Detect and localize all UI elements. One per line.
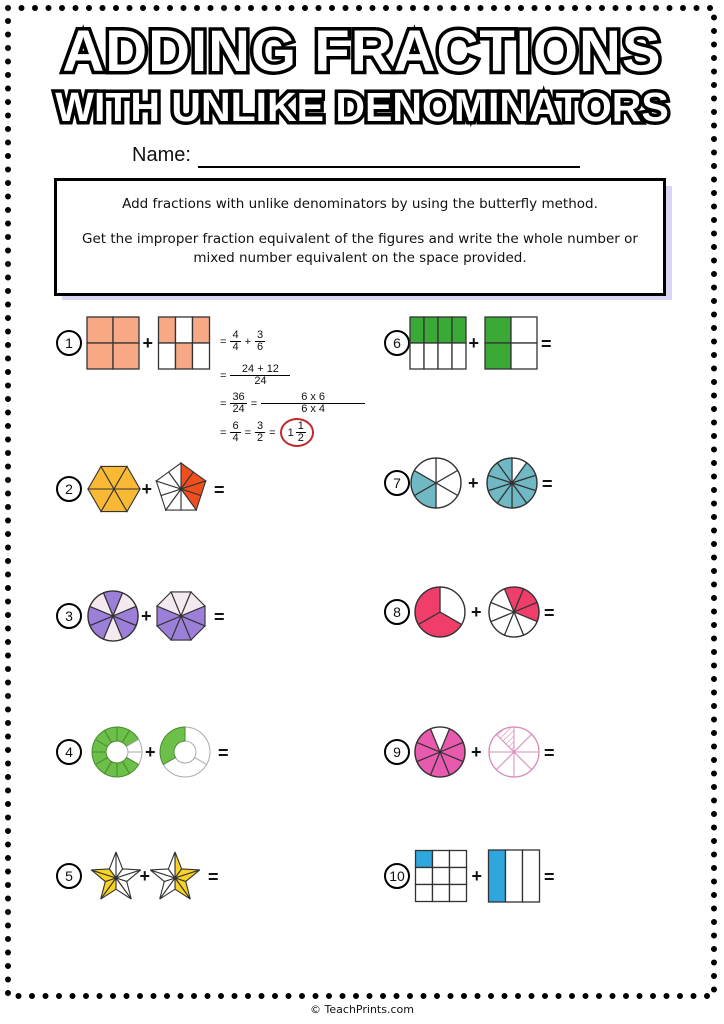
denominator: 24 xyxy=(254,375,267,387)
grid-figure xyxy=(489,850,540,902)
equals: = xyxy=(220,335,227,348)
pie-figure xyxy=(411,458,461,508)
problem-number: 2 xyxy=(56,476,82,502)
grid-cell xyxy=(410,317,424,343)
equals: = xyxy=(269,426,276,439)
grid-cell xyxy=(433,885,450,902)
equals-answer-space[interactable]: = xyxy=(214,480,225,500)
numerator: 6 x 6 xyxy=(261,392,365,404)
plus-sign: + xyxy=(468,333,480,353)
grid-cell xyxy=(433,868,450,885)
plus-sign: + xyxy=(139,866,151,886)
plus-sign: + xyxy=(141,606,152,626)
grid-cell xyxy=(433,851,450,868)
grid-cell xyxy=(450,868,467,885)
problem-number: 4 xyxy=(56,739,82,765)
denominator: 6 x 4 xyxy=(301,403,326,415)
problem-number: 5 xyxy=(56,863,82,889)
equals: = xyxy=(220,397,227,410)
pie-figure xyxy=(489,727,539,777)
fraction xyxy=(255,330,265,353)
problem-number: 7 xyxy=(384,470,410,496)
equals-answer-space[interactable]: = xyxy=(208,867,219,887)
grid-cell xyxy=(450,851,467,868)
instruction-box xyxy=(54,178,666,296)
grid-figure xyxy=(485,317,537,369)
denominator: 2 xyxy=(297,432,304,444)
grid-cell xyxy=(511,343,537,369)
denominator: 2 xyxy=(257,432,264,444)
denominator: 6 xyxy=(257,341,264,353)
plus-sign: + xyxy=(141,479,153,499)
grid-cell xyxy=(438,343,452,369)
problem-figures xyxy=(0,572,724,652)
name-label: Name: xyxy=(132,144,191,166)
equals-answer-space[interactable]: = xyxy=(214,607,225,627)
grid-figure xyxy=(416,851,467,902)
instruction-1: Add fractions with unlike denominators by using the butterfly method. xyxy=(122,196,598,212)
problem-number: 6 xyxy=(384,330,410,356)
denominator: 4 xyxy=(232,432,239,444)
problem-number: 9 xyxy=(384,739,410,765)
grid-cell xyxy=(424,343,438,369)
fraction xyxy=(230,392,246,415)
grid-cell xyxy=(424,317,438,343)
grid-cell xyxy=(485,317,511,343)
equals-answer-space[interactable]: = xyxy=(541,334,552,354)
fraction xyxy=(296,421,306,444)
problem-figures xyxy=(0,443,724,523)
denominator: 4 xyxy=(232,341,239,353)
grid-cell xyxy=(416,868,433,885)
grid-figure xyxy=(410,317,466,369)
problem-figures xyxy=(0,712,724,792)
grid-cell xyxy=(511,317,537,343)
numerator: 24 + 12 xyxy=(230,364,290,376)
grid-cell xyxy=(485,343,511,369)
plus-sign: + xyxy=(471,866,483,886)
grid-cell xyxy=(489,850,506,902)
problem-number: 8 xyxy=(384,599,410,625)
grid-cell xyxy=(416,885,433,902)
pie-figure xyxy=(415,587,465,637)
denominator: 24 xyxy=(232,403,245,415)
title-line-2: WITH UNLIKE DENOMINATORS xyxy=(55,84,669,130)
fraction xyxy=(230,330,240,353)
grid-cell xyxy=(410,343,424,369)
plus-sign: + xyxy=(471,742,482,762)
answer-circle xyxy=(280,418,314,447)
equals-answer-space[interactable]: = xyxy=(218,743,229,763)
equals: = xyxy=(220,426,227,439)
numerator: 1 xyxy=(297,420,304,432)
grid-cell xyxy=(450,885,467,902)
fraction xyxy=(230,364,290,387)
numerator: 3 xyxy=(257,329,264,341)
grid-cell xyxy=(523,850,540,902)
pie-figure xyxy=(415,727,465,777)
numerator: 4 xyxy=(232,329,239,341)
equals-answer-space[interactable]: = xyxy=(544,743,555,763)
plus: + xyxy=(244,335,251,348)
grid-cell xyxy=(452,343,466,369)
name-input-line[interactable] xyxy=(198,166,580,168)
plus-sign: + xyxy=(468,473,479,493)
whole-number: 1 xyxy=(287,426,294,439)
grid-cell xyxy=(506,850,523,902)
grid-cell xyxy=(438,317,452,343)
plus-sign: + xyxy=(471,602,482,622)
problem-number: 1 xyxy=(56,330,82,356)
plus-sign: + xyxy=(145,742,156,762)
grid-cell xyxy=(416,851,433,868)
problem-figures xyxy=(0,836,724,916)
fraction xyxy=(261,392,365,415)
fraction xyxy=(230,421,240,444)
instruction-2: Get the improper fraction equivalent of the figures and write the whole number or mixed number equivalent on the space provided. xyxy=(82,231,638,266)
problem-figures xyxy=(0,303,724,383)
grid-cell xyxy=(452,317,466,343)
equals-answer-space[interactable]: = xyxy=(542,474,553,494)
pie-figure xyxy=(487,458,537,508)
numerator: 36 xyxy=(232,391,245,403)
equals-answer-space[interactable]: = xyxy=(544,867,555,887)
problem-number: 10 xyxy=(384,863,410,889)
pie-figure xyxy=(489,587,539,637)
problem-number: 3 xyxy=(56,603,82,629)
equals: = xyxy=(244,426,251,439)
numerator: 3 xyxy=(257,420,264,432)
numerator: 6 xyxy=(232,420,239,432)
fraction xyxy=(255,421,265,444)
equals: = xyxy=(250,397,258,410)
equals-answer-space[interactable]: = xyxy=(544,603,555,623)
equals: = xyxy=(220,369,227,382)
title-line-1: ADDING FRACTIONS xyxy=(62,19,662,84)
plus-sign: + xyxy=(142,333,154,353)
copyright-footer: © TeachPrints.com xyxy=(310,1003,414,1016)
